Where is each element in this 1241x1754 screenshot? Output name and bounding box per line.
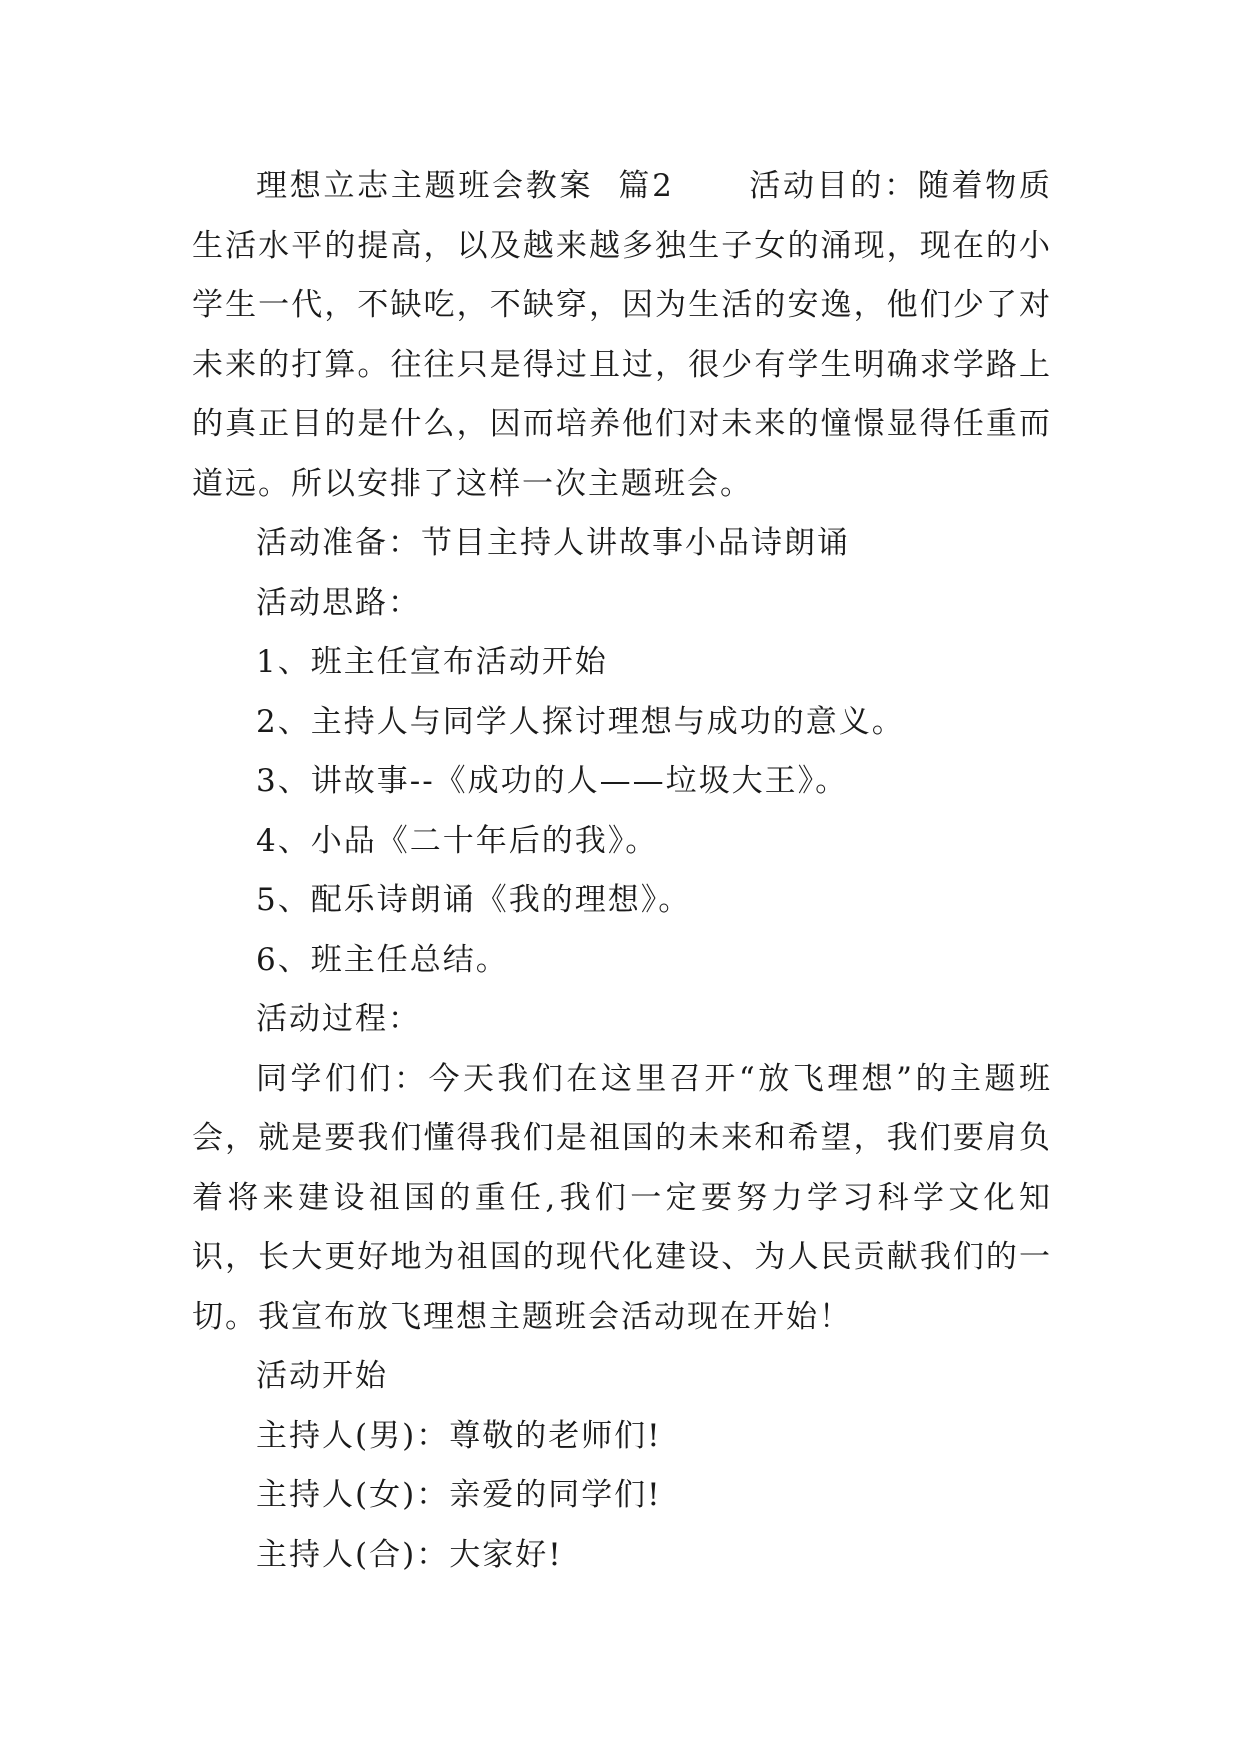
list-item-1: 1、班主任宣布活动开始 (256, 644, 608, 680)
document-body (192, 157, 1052, 1585)
paragraph-ideas-heading: 活动思路： (256, 584, 421, 621)
paragraph-host-together: 主持人(合)：大家好! (256, 1536, 563, 1573)
paragraph-host-male: 主持人(男)：尊敬的老师们! (256, 1417, 662, 1454)
paragraph-host-female: 主持人(女)：亲爱的同学们! (256, 1477, 662, 1513)
paragraph-intro-purpose: 理想立志主题班会教案 篇2 活动目的：随着物质生活水平的提高，以及越来越多独生子女的涌现，现在的小学生一代，不缺吃，不缺穿，因为生活的安逸，他们少了对未来的打算。往往只是得过且过，很少有学生明确求学路上的真正目的是什么，因而培养他们对未来的憧憬显得任重而道远。所以安排了这样一次主题班会。 (192, 168, 1052, 502)
paragraph-preparation: 活动准备：节目主持人讲故事小品诗朗诵 (256, 525, 850, 561)
list-item-5: 5、配乐诗朗诵《我的理想》。 (256, 882, 692, 918)
paragraph-process-heading: 活动过程： (256, 1001, 421, 1037)
paragraph-activity-start: 活动开始 (256, 1358, 388, 1394)
paragraph-opening-speech: 同学们们：今天我们在这里召开“放飞理想”的主题班会，就是要我们懂得我们是祖国的未来和希望，我们要肩负着将来建设祖国的重任,我们一定要努力学习科学文化知识，长大更好地为祖国的现代化建设、为人民贡献我们的一切。我宣布放飞理想主题班会活动现在开始！ (192, 1060, 1052, 1335)
list-item-6: 6、班主任总结。 (256, 941, 509, 978)
list-item-3: 3、讲故事--《成功的人——垃圾大王》。 (256, 763, 849, 799)
list-item-2: 2、主持人与同学人探讨理想与成功的意义。 (256, 703, 905, 740)
list-item-4: 4、小品《二十年后的我》。 (256, 822, 659, 859)
